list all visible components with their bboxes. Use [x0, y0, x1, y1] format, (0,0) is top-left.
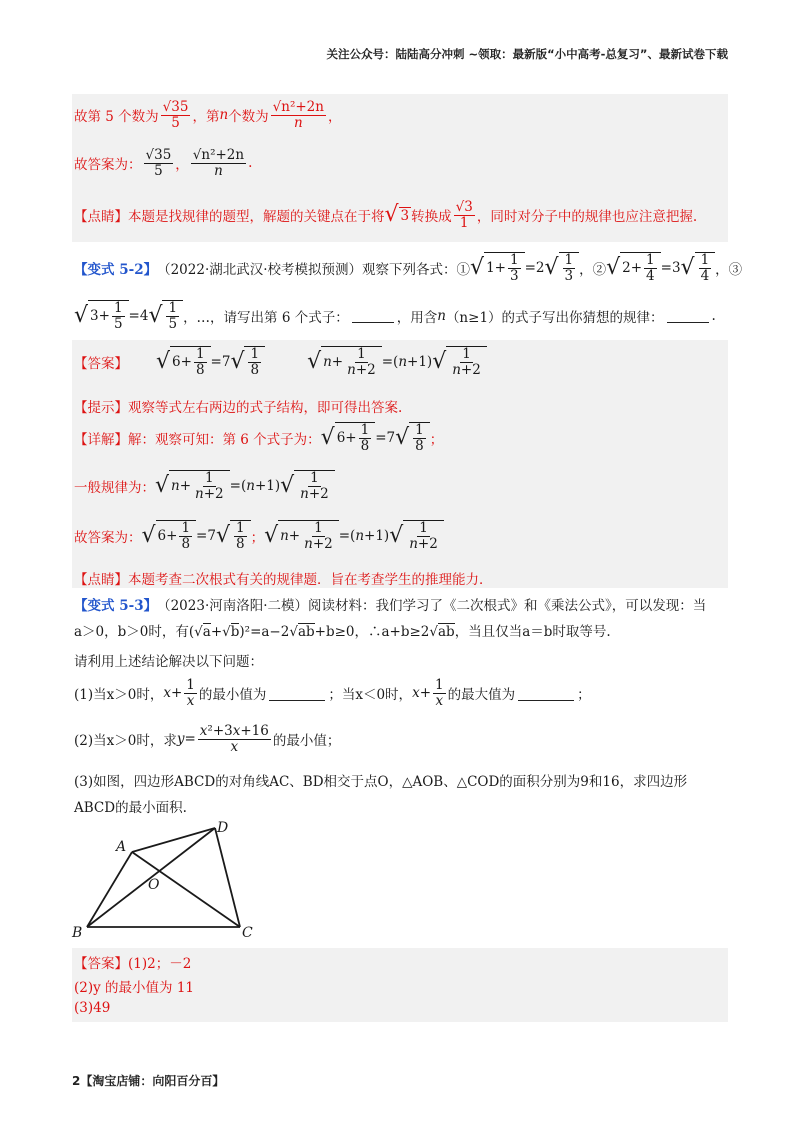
page-header: 关注公众号：陆陆高分冲刺 ~领取：最新版“小中高考-总复习”、最新试卷下载 — [326, 47, 728, 61]
solution-line-3 — [74, 200, 697, 231]
answer-blank[interactable] — [518, 686, 574, 701]
fraction-denominator: 5 — [154, 162, 163, 179]
text-segment: . — [248, 155, 253, 172]
text-segment: ，③ — [715, 261, 743, 278]
fraction-numerator: √35 — [162, 99, 189, 115]
general-label: 一般规律为： — [74, 479, 155, 496]
variant-5-2-line-2: √ 3+ $\frac{1}{5}$ =4 √ $\frac{1}{5}$ ，…，请写出第 6 个式子： ，用含 n （n≥1）的式子写出你猜想的规律： . — [74, 300, 716, 332]
label-b: B — [72, 925, 83, 941]
answer-blank[interactable] — [269, 686, 325, 701]
question-3-a — [74, 770, 687, 790]
hint-text: 观察等式左右两边的式子结构，即可得出答案. — [128, 400, 403, 416]
text-segment: ，同时对分子中的规律也应注意把握. — [476, 209, 698, 226]
fraction — [161, 100, 191, 131]
variant-5-3-line-1 — [74, 594, 706, 614]
fraction — [454, 200, 475, 231]
fraction — [144, 148, 174, 179]
answer-5-2-line: 【答案】 √ 6+ $\frac{1}{8}$ =7 √ $\frac{1}{8}$ √ n + $\frac{1}{n+2}$ =(n+1) √ $\frac{1}{n+2}$ — [74, 346, 487, 378]
answer-blank[interactable] — [667, 308, 709, 323]
text-segment: (3)如图，四边形ABCD的对角线AC、BD相交于点O，△AOB、△COD的面积分别为9和16，求四边形 — [74, 774, 688, 790]
detail-text: 解：观察可知：第 6 个式子为： — [128, 431, 321, 448]
answer-blank[interactable] — [352, 308, 394, 323]
hint-tag: 【提示】 — [74, 400, 128, 416]
point-tag: 【点睛】 — [74, 572, 128, 588]
text-segment: . — [711, 307, 716, 324]
answer-item: (1)2；－2 — [128, 956, 192, 972]
fraction-numerator: √3 — [455, 199, 473, 215]
detail-line: 【详解】 解：观察可知：第 6 个式子为： √ 6+ $\frac{1}{8}$ =7 √ $\frac{1}{8}$ ； — [74, 422, 444, 454]
text-segment: 的最大值为 — [447, 687, 516, 704]
answer-item: (3)49 — [74, 1000, 111, 1016]
hint-line — [74, 396, 402, 416]
solution-line-1 — [74, 100, 341, 131]
final-label: 故答案为： — [74, 529, 142, 546]
ask-text: 请利用上述结论解决以下问题： — [74, 654, 263, 670]
source: （2023·河南洛阳·二模） — [157, 598, 309, 614]
text-segment: 本题是找规律的题型，解题的关键点在于将 — [128, 209, 385, 226]
text-segment: (2)当x＞0时，求 — [74, 733, 177, 750]
answer-5-3-line-2 — [74, 976, 194, 996]
text-segment: ， — [327, 109, 342, 126]
variant-5-3-ask — [74, 650, 263, 670]
point-text: 本题考查二次根式有关的规律题．旨在考查学生的推理能力． — [128, 572, 493, 588]
sqrt-expression: √ $\frac{1}{4}$ — [681, 252, 716, 284]
source: （2022·湖北武汉·校考模拟预测） — [157, 261, 363, 278]
text-segment: ，用含 — [396, 309, 438, 326]
side-ad — [132, 828, 215, 852]
sqrt-expression: √ 2+ $\frac{1}{4}$ — [606, 252, 661, 284]
sqrt-expression: √ 1+ $\frac{1}{3}$ — [470, 252, 525, 284]
text-segment: 的最小值； — [272, 733, 341, 750]
condition-text-b: ，当且仅当a＝b时取等号. — [454, 624, 611, 640]
fraction-numerator: √35 — [145, 147, 172, 163]
text-segment: ，② — [579, 261, 607, 278]
text-segment: ； — [577, 687, 591, 704]
detail-tag: 【详解】 — [74, 431, 128, 448]
question-2: (2)当x＞0时，求 y = $\frac{\text{x²+3x+16}}{x}$ 的最小值； — [74, 723, 341, 755]
fraction-denominator: 1 — [459, 214, 469, 231]
text-segment: 故答案为： — [74, 157, 142, 174]
sqrt-expression: √ $\frac{1}{5}$ — [148, 300, 183, 332]
text-segment: ，第 — [192, 109, 220, 126]
variant-5-3-line-2: a＞0，b＞0时，有 (√a+√b)²=a−2√ab+b≥0，∴a+b≥2√ab ，当且仅当a＝b时取等号. — [74, 620, 611, 640]
label-c: C — [242, 925, 253, 941]
text-segment: ；当x＜0时， — [328, 687, 413, 704]
general-rule-line: 一般规律为： √ n + $\frac{1}{n+2}$ =(n+1) √ $\frac{1}{n+2}$ — [74, 470, 335, 502]
text-segment: ABCD的最小面积. — [74, 800, 187, 816]
point-line-5-2 — [74, 568, 493, 588]
condition-text: a＞0，b＞0时，有 — [74, 624, 189, 640]
fraction-numerator: √n²+2n — [272, 99, 324, 115]
text-segment: ， — [175, 157, 189, 174]
variant-tag: 【变式 5-2】 — [74, 261, 158, 278]
answer-5-3-line-3 — [74, 1000, 110, 1016]
question-1: (1)当x＞0时， x + $\frac{1}{x}$ 的最小值为 ；当x＜0时， x + $\frac{1}{x}$ 的最大值为 ； — [74, 677, 591, 709]
final-answer-line: 故答案为： √ 6+ $\frac{1}{8}$ =7 √ $\frac{1}{8}$ ； √ n + $\frac{1}{n+2}$ =(n+1) √ $\frac{1}{n+2}$ — [74, 520, 444, 552]
text-segment: 故第 5 个数为 — [74, 109, 159, 126]
fraction — [191, 148, 246, 179]
fraction-numerator: √n²+2n — [192, 147, 245, 163]
page-footer: 2【淘宝店铺：向阳百分百】 — [72, 1074, 225, 1088]
intro-text: 阅读材料：我们学习了《二次根式》和《乘法公式》，可以发现：当 — [308, 598, 707, 614]
side-ba — [87, 852, 132, 927]
text-segment: 观察下列各式：① — [362, 261, 471, 278]
label-a: A — [116, 839, 127, 855]
fraction-denominator: 5 — [171, 114, 180, 131]
label-o: O — [148, 877, 160, 893]
answer-tag: 【答案】 — [74, 355, 128, 372]
question-3-b — [74, 796, 187, 816]
variant-5-2-line-1: 【变式 5-2】 （2022·湖北武汉·校考模拟预测） 观察下列各式：① √ 1+ $\frac{1}{3}$ =2 √ $\frac{1}{3}$ ，② √ 2+ $\frac{1}{4}$ =3 √ $\frac{1}{4}$ ，③ — [74, 252, 743, 284]
sqrt-expression: √ $\frac{1}{3}$ — [544, 252, 579, 284]
sqrt-body: 3 — [400, 207, 410, 224]
point-tag: 【点睛】 — [74, 209, 128, 226]
solution-line-2 — [74, 148, 252, 179]
text-segment: 的最小值为 — [198, 687, 267, 704]
quadrilateral-figure — [60, 815, 280, 945]
variant-tag: 【变式 5-3】 — [74, 598, 158, 614]
answer-tag: 【答案】 — [74, 956, 128, 972]
text-segment: 转换成 — [411, 209, 452, 226]
sqrt-expression: √ 3+ $\frac{1}{5}$ — [74, 300, 129, 332]
variable: n — [219, 107, 229, 124]
answer-5-3-line-1 — [74, 952, 191, 972]
label-d: D — [217, 820, 229, 836]
fraction — [271, 100, 326, 131]
text-segment: (1)当x＞0时， — [74, 687, 164, 704]
fraction-denominator: n — [293, 114, 303, 131]
text-segment: （n≥1）的式子写出你猜想的规律： — [445, 309, 664, 326]
answer-item: (2)y 的最小值为 11 — [74, 980, 195, 996]
text-segment: ，…，请写出第 6 个式子： — [183, 309, 349, 326]
text-segment: 个数为 — [228, 109, 269, 126]
fraction-denominator: n — [214, 162, 223, 179]
sqrt-expression: √ 3 — [384, 202, 410, 228]
